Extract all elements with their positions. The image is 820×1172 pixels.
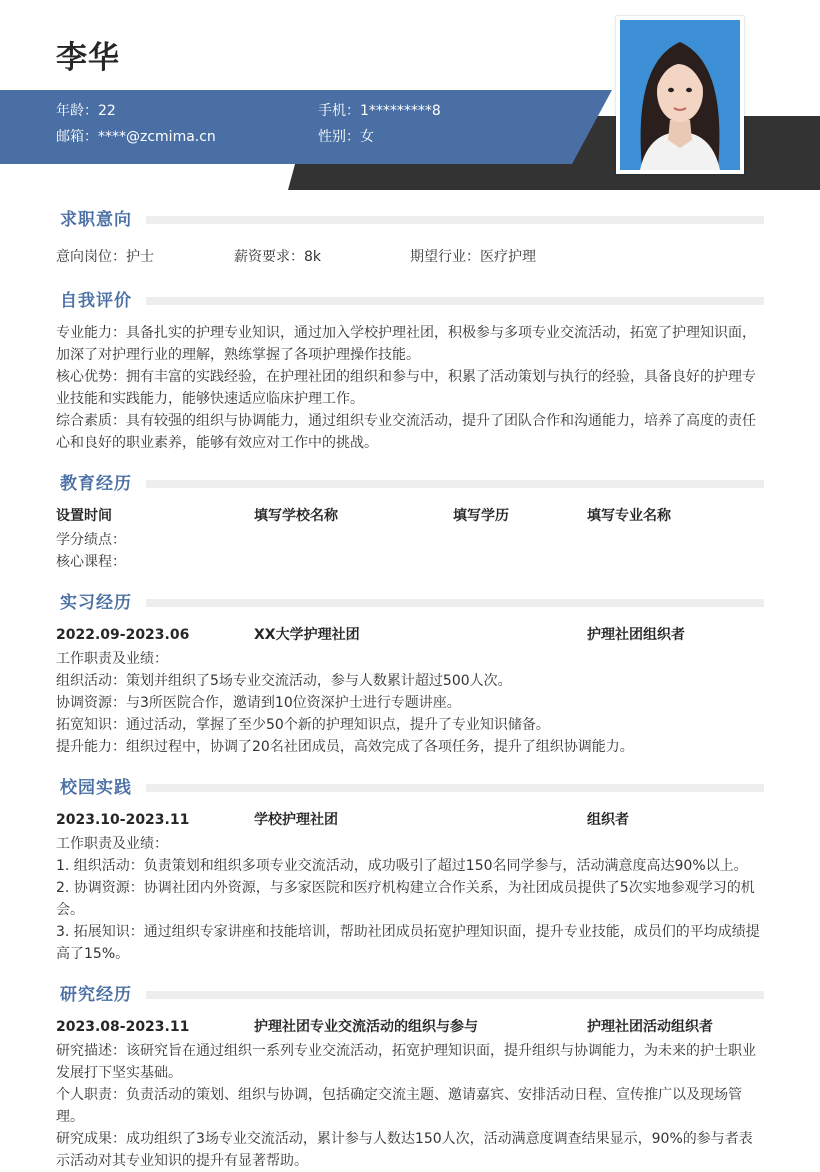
section-rule — [146, 784, 764, 792]
self-eval-item: 核心优势：拥有丰富的实践经验，在护理社团的组织和参与中，积累了活动策划与执行的经验，具备良好的护理专业技能和实践能力，能够快速适应临床护理工作。 — [56, 369, 756, 407]
education-major: 填写专业名称 — [587, 508, 671, 524]
education-school: 填写学校名称 — [254, 508, 338, 524]
education-time: 设置时间 — [56, 508, 112, 524]
internship-org: XX大学护理社团 — [254, 627, 360, 643]
intent-position: 意向岗位：护士 — [56, 249, 154, 265]
self-eval-item: 综合素质：具有较强的组织与协调能力，通过组织专业交流活动，提升了团队合作和沟通能力，培养了高度的责任心和良好的职业素养，能够有效应对工作中的挑战。 — [56, 413, 756, 451]
research-item: 个人职责：负责活动的策划、组织与协调，包括确定交流主题、邀请嘉宾、安排活动日程、宣传推广以及现场管理。 — [56, 1087, 742, 1125]
section-rule — [146, 216, 764, 224]
age-field: 年龄：22 — [56, 103, 116, 119]
campus-period: 2023.10-2023.11 — [56, 812, 190, 828]
section-title-self-eval: 自我评价 — [60, 291, 132, 311]
internship-role: 护理社团组织者 — [587, 627, 685, 643]
research-item: 研究描述：该研究旨在通过组织一系列专业交流活动，拓宽护理知识面，提升组织与协调能力，为未来的护士职业发展打下坚实基础。 — [56, 1043, 756, 1081]
campus-item: 1. 组织活动：负责策划和组织多项专业交流活动，成功吸引了超过150名同学参与，活动满意度高达90%以上。 — [56, 858, 748, 874]
internship-duty-label: 工作职责及业绩： — [56, 651, 168, 667]
section-rule — [146, 991, 764, 999]
section-rule — [146, 297, 764, 305]
research-period: 2023.08-2023.11 — [56, 1019, 190, 1035]
section-title-internship: 实习经历 — [60, 593, 132, 613]
education-courses: 核心课程： — [56, 554, 126, 570]
education-degree: 填写学历 — [453, 508, 509, 524]
profile-photo — [620, 20, 740, 170]
research-role: 护理社团活动组织者 — [587, 1019, 713, 1035]
section-rule — [146, 480, 764, 488]
profile-photo-frame — [616, 16, 744, 174]
gender-field: 性别：女 — [318, 129, 374, 145]
intent-salary: 薪资要求：8k — [234, 249, 322, 265]
internship-item: 组织活动：策划并组织了5场专业交流活动，参与人数累计超过500人次。 — [56, 673, 512, 689]
campus-duty-label: 工作职责及业绩： — [56, 836, 168, 852]
campus-org: 学校护理社团 — [254, 812, 338, 828]
research-project: 护理社团专业交流活动的组织与参与 — [254, 1019, 478, 1035]
phone-field: 手机：1*********8 — [318, 103, 441, 119]
internship-item: 提升能力：组织过程中，协调了20名社团成员，高效完成了各项任务，提升了组织协调能力。 — [56, 739, 634, 755]
candidate-name: 李华 — [56, 40, 120, 76]
section-title-research: 研究经历 — [60, 985, 132, 1005]
email-field: 邮箱：****@zcmima.cn — [56, 129, 216, 145]
campus-item: 2. 协调资源：协调社团内外资源，与多家医院和医疗机构建立合作关系，为社团成员提供了5次实地参观学习的机会。 — [56, 880, 755, 918]
internship-item: 拓宽知识：通过活动，掌握了至少50个新的护理知识点，提升了专业知识储备。 — [56, 717, 550, 733]
research-item: 研究成果：成功组织了3场专业交流活动，累计参与人数达150人次，活动满意度调查结果显示，90%的参与者表示活动对其专业知识的提升有显著帮助。 — [56, 1131, 753, 1169]
section-title-campus: 校园实践 — [60, 778, 132, 798]
internship-period: 2022.09-2023.06 — [56, 627, 190, 643]
education-gpa: 学分绩点： — [56, 532, 126, 548]
campus-item: 3. 拓展知识：通过组织专家讲座和技能培训，帮助社团成员拓宽护理知识面，提升专业技能，成员们的平均成绩提高了15%。 — [56, 924, 760, 962]
section-title-intent: 求职意向 — [60, 210, 132, 230]
intent-industry: 期望行业：医疗护理 — [410, 249, 536, 265]
campus-role: 组织者 — [587, 812, 629, 828]
internship-item: 协调资源：与3所医院合作，邀请到10位资深护士进行专题讲座。 — [56, 695, 461, 711]
section-rule — [146, 599, 764, 607]
self-eval-item: 专业能力：具备扎实的护理专业知识，通过加入学校护理社团，积极参与多项专业交流活动，拓宽了护理知识面，加深了对护理行业的理解，熟练掌握了各项护理操作技能。 — [56, 325, 756, 363]
section-title-education: 教育经历 — [60, 474, 132, 494]
